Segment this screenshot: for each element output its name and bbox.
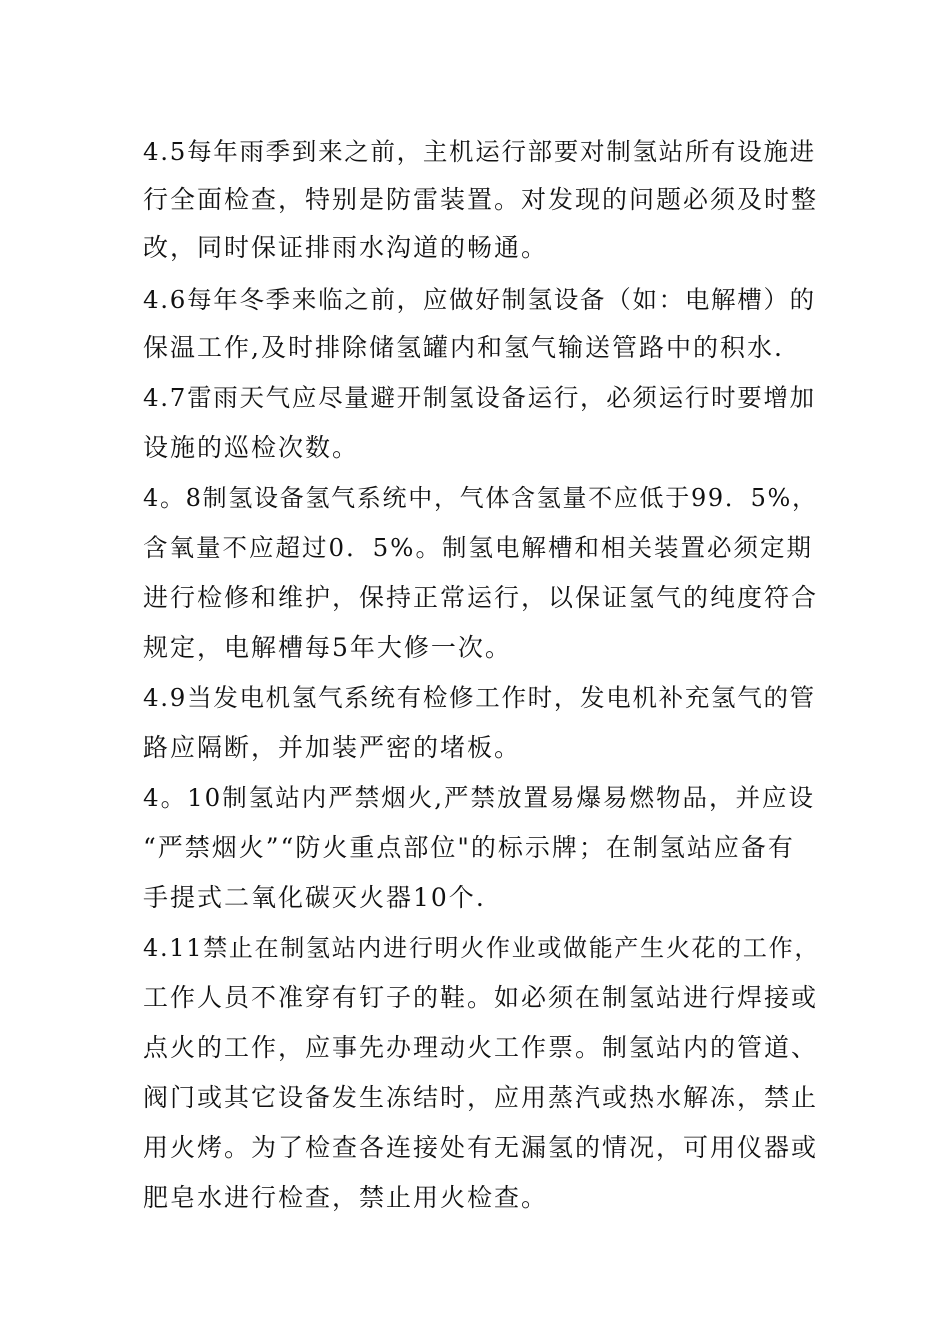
text-line: “严禁烟火”“防火重点部位"的标示牌；在制氢站应备有 xyxy=(143,833,795,862)
text-line: 4.9当发电机氢气系统有检修工作时，发电机补充氢气的管 xyxy=(143,683,816,712)
text-line: 4。10制氢站内严禁烟火,严禁放置易爆易燃物品，并应设 xyxy=(143,783,816,812)
text-line: 4.11禁止在制氢站内进行明火作业或做能产生火花的工作， xyxy=(143,934,821,962)
text-line: 保温工作,及时排除储氢罐内和氢气输送管路中的积水. xyxy=(143,333,784,362)
text-line: 点火的工作，应事先办理动火工作票。制氢站内的管道、 xyxy=(143,1033,819,1062)
text-line: 4.5每年雨季到来之前，主机运行部要对制氢站所有设施进 xyxy=(143,137,816,166)
text-line: 含氧量不应超过0．5%。制氢电解槽和相关装置必须定期 xyxy=(143,533,813,562)
text-line: 手提式二氧化碳灭火器10个. xyxy=(143,883,486,912)
text-line: 4.7雷雨天气应尽量避开制氢设备运行，必须运行时要增加 xyxy=(143,383,816,412)
text-line: 进行检修和维护，保持正常运行，以保证氢气的纯度符合 xyxy=(143,583,819,612)
text-line: 4.6每年冬季来临之前，应做好制氢设备（如：电解槽）的 xyxy=(143,285,816,314)
text-line: 改，同时保证排雨水沟道的畅通。 xyxy=(143,233,549,262)
text-line: 工作人员不准穿有钉子的鞋。如必须在制氢站进行焊接或 xyxy=(143,983,819,1012)
text-line: 用火烤。为了检查各连接处有无漏氢的情况，可用仪器或 xyxy=(143,1133,819,1162)
text-line: 设施的巡检次数。 xyxy=(143,433,360,462)
text-line: 4。8制氢设备氢气系统中，气体含氢量不应低于99．5%， xyxy=(143,484,818,512)
text-line: 路应隔断，并加装严密的堵板。 xyxy=(143,733,522,762)
text-line: 行全面检查，特别是防雷装置。对发现的问题必须及时整 xyxy=(143,185,819,214)
text-line: 肥皂水进行检查，禁止用火检查。 xyxy=(143,1183,549,1212)
text-line: 规定，电解槽每5年大修一次。 xyxy=(143,633,512,662)
text-line: 阀门或其它设备发生冻结时，应用蒸汽或热水解冻，禁止 xyxy=(143,1083,819,1112)
